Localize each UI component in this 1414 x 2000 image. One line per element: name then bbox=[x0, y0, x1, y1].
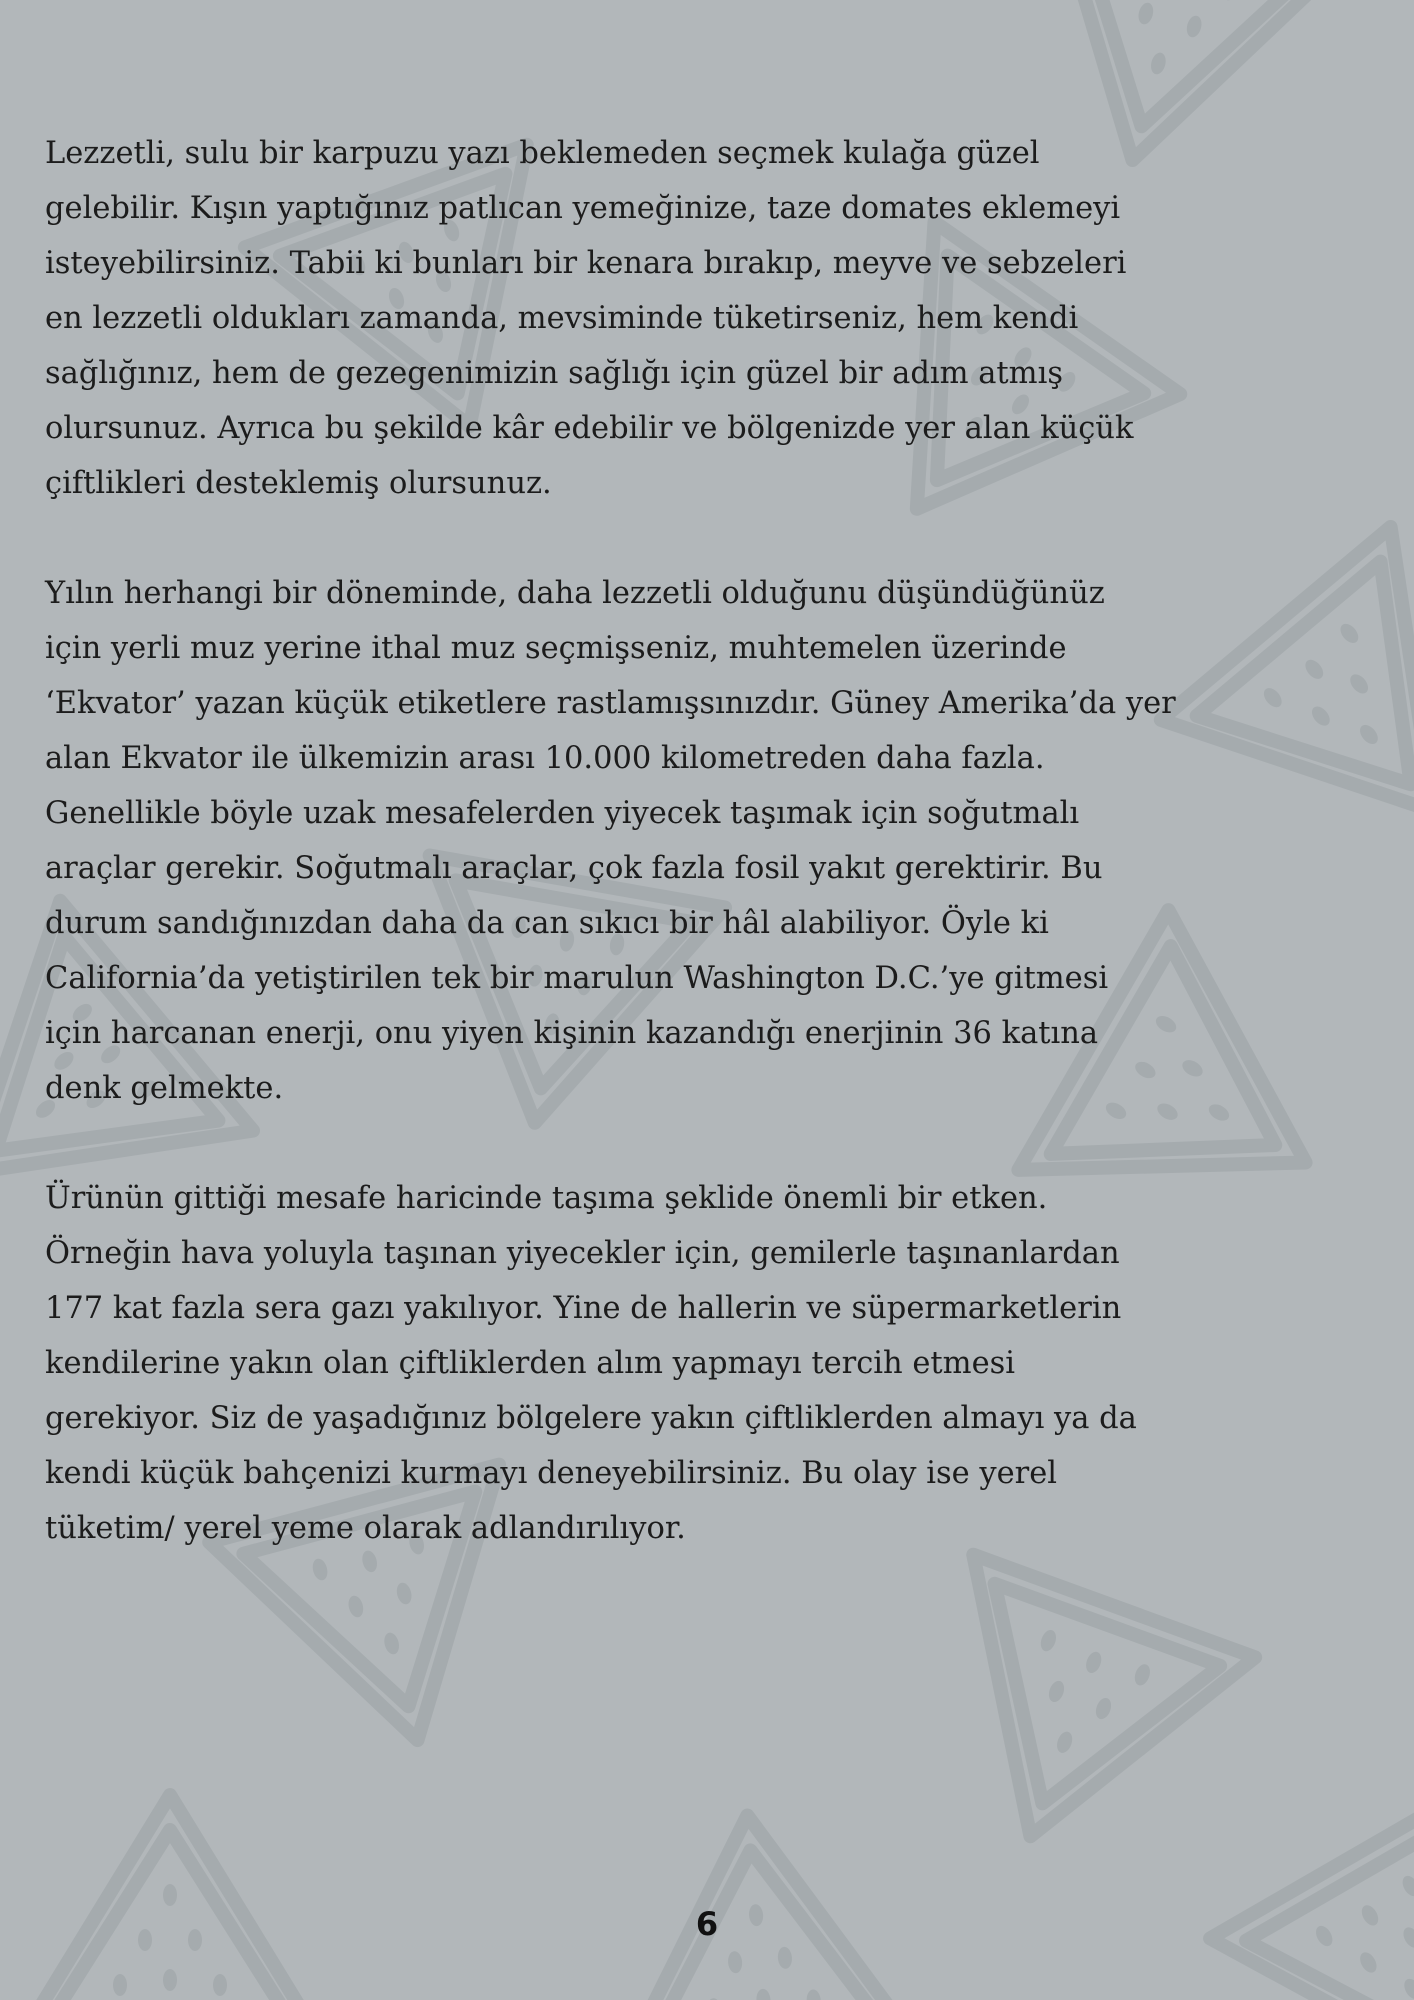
text-line: gerekiyor. Siz de yaşadığınız bölgelere yakın çiftliklerden almayı ya da bbox=[45, 1401, 1137, 1436]
text-line: Genellikle böyle uzak mesafelerden yiyecek taşımak için soğutmalı bbox=[45, 796, 1080, 831]
text-line: araçlar gerekir. Soğutmalı araçlar, çok fazla fosil yakıt gerektirir. Bu bbox=[45, 851, 1103, 886]
text-line: sağlığınız, hem de gezegenimizin sağlığı için güzel bir adım atmış bbox=[45, 356, 1063, 391]
page-number: 6 bbox=[695, 1905, 719, 1943]
text-line: Yılın herhangi bir döneminde, daha lezzetli olduğunu düşündüğünüz bbox=[45, 576, 1105, 611]
text-line: California’da yetiştirilen tek bir marulun Washington D.C.’ye gitmesi bbox=[45, 961, 1109, 996]
text-line: için yerli muz yerine ithal muz seçmişseniz, muhtemelen üzerinde bbox=[45, 631, 1067, 666]
text-line: 177 kat fazla sera gazı yakılıyor. Yine de hallerin ve süpermarketlerin bbox=[45, 1291, 1122, 1326]
paragraph-2 bbox=[45, 566, 1375, 1116]
text-line: en lezzetli oldukları zamanda, mevsiminde tüketirseniz, hem kendi bbox=[45, 301, 1079, 336]
text-line: tüketim/ yerel yeme olarak adlandırılıyor. bbox=[45, 1511, 686, 1546]
text-line: kendilerine yakın olan çiftliklerden alım yapmayı tercih etmesi bbox=[45, 1346, 1016, 1381]
text-line: ‘Ekvator’ yazan küçük etiketlere rastlamışsınızdır. Güney Amerika’da yer bbox=[45, 686, 1176, 721]
text-line: Lezzetli, sulu bir karpuzu yazı beklemeden seçmek kulağa güzel bbox=[45, 136, 1040, 171]
paragraph-1 bbox=[45, 126, 1375, 511]
paragraph-3 bbox=[45, 1171, 1375, 1556]
text-line: alan Ekvator ile ülkemizin arası 10.000 kilometreden daha fazla. bbox=[45, 741, 1045, 776]
text-line: çiftlikleri desteklemiş olursunuz. bbox=[45, 466, 552, 501]
text-line: için harcanan enerji, onu yiyen kişinin kazandığı enerjinin 36 katına bbox=[45, 1016, 1099, 1051]
text-line: Örneğin hava yoluyla taşınan yiyecekler için, gemilerle taşınanlardan bbox=[45, 1236, 1120, 1271]
text-line: Ürünün gittiği mesafe haricinde taşıma şeklide önemli bir etken. bbox=[45, 1181, 1048, 1216]
text-line: gelebilir. Kışın yaptığınız patlıcan yemeğinize, taze domates eklemeyi bbox=[45, 191, 1121, 226]
text-line: isteyebilirsiniz. Tabii ki bunları bir kenara bırakıp, meyve ve sebzeleri bbox=[45, 246, 1127, 281]
text-line: kendi küçük bahçenizi kurmayı deneyebilirsiniz. Bu olay ise yerel bbox=[45, 1456, 1058, 1491]
text-line: olursunuz. Ayrıca bu şekilde kâr edebilir ve bölgenizde yer alan küçük bbox=[45, 411, 1134, 446]
text-line: denk gelmekte. bbox=[45, 1071, 284, 1106]
body-text bbox=[45, 126, 1375, 1611]
text-line: durum sandığınızdan daha da can sıkıcı bir hâl alabiliyor. Öyle ki bbox=[45, 906, 1049, 941]
